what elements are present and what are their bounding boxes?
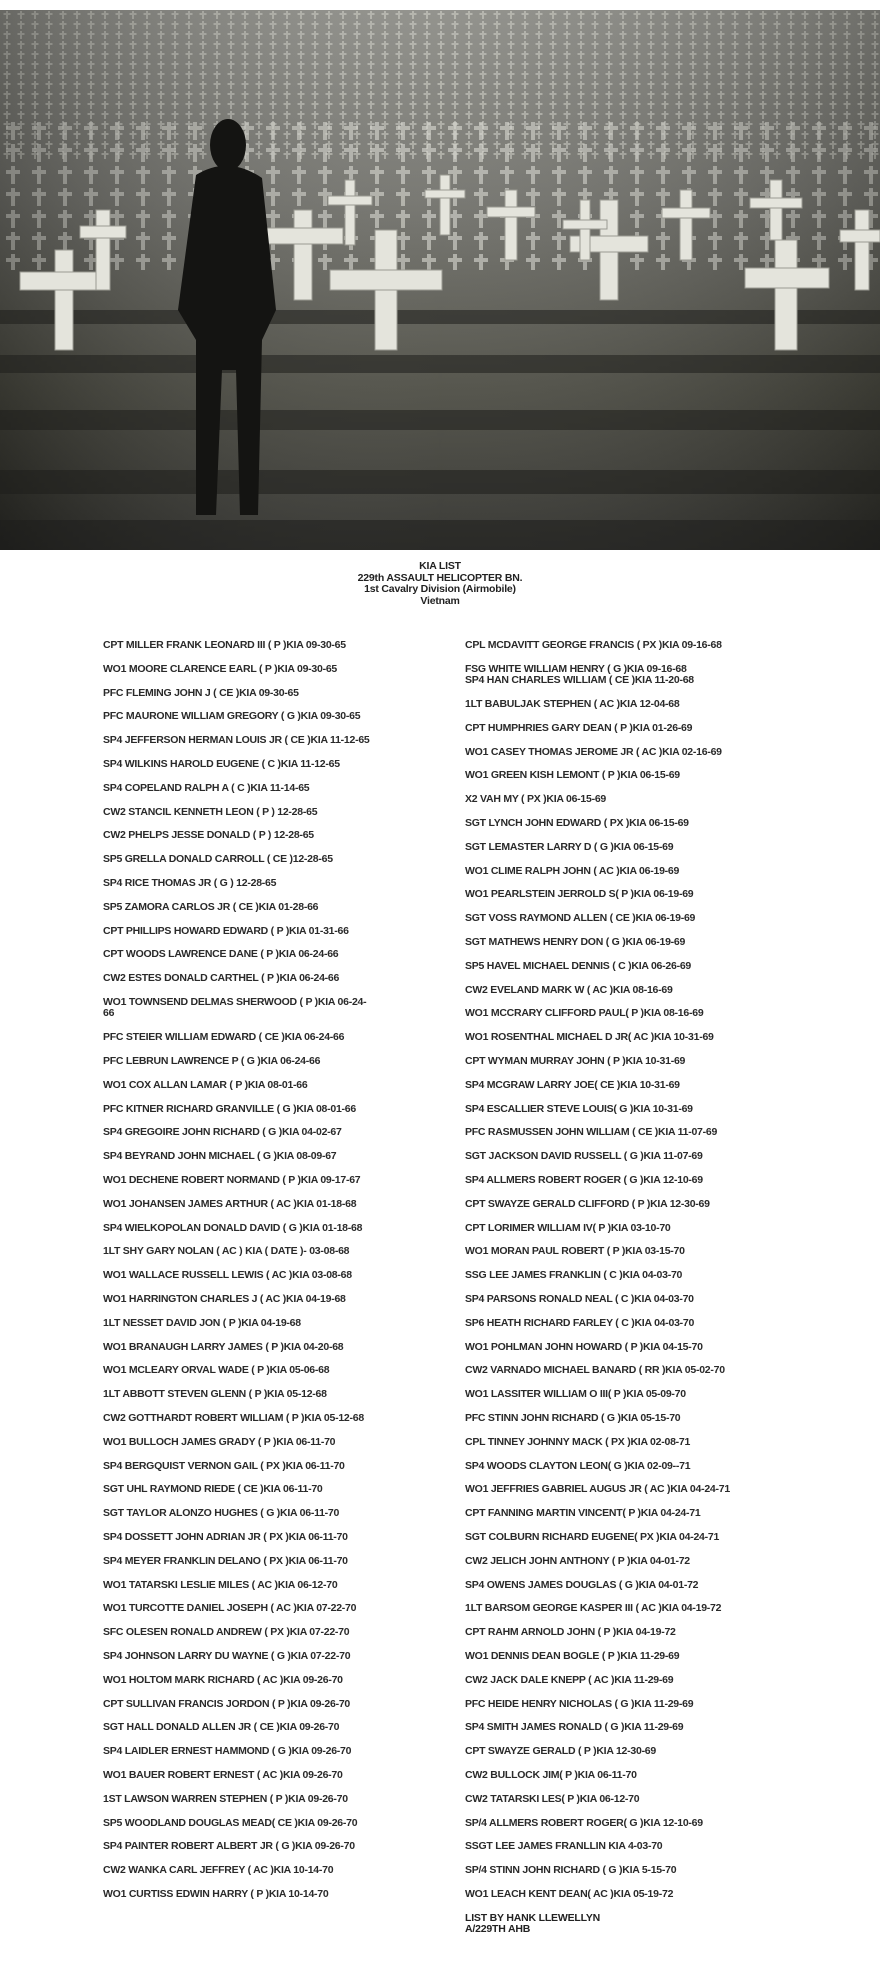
kia-list-entry: WO1 LASSITER WILLIAM O III( P )KIA 05-09-70 [465,1388,686,1401]
kia-list-entry: SGT LEMASTER LARRY D ( G )KIA 06-15-69 [465,840,674,853]
kia-list-right-column [465,640,795,1936]
header-division: 1st Cavalry Division (Airmobile) [364,583,516,595]
kia-list-entry: WO1 CASEY THOMAS JEROME JR ( AC )KIA 02-16-69 [465,745,722,758]
kia-list-entry: 1LT BABULJAK STEPHEN ( AC )KIA 12-04-68 [465,698,680,711]
kia-list-entry: WO1 BULLOCH JAMES GRADY ( P )KIA 06-11-70 [103,1435,336,1448]
kia-list-entry: CPT SWAYZE GERALD ( P )KIA 12-30-69 [465,1745,656,1758]
kia-list-entry: SP4 WIELKOPOLAN DONALD DAVID ( G )KIA 01-18-68 [103,1221,363,1234]
kia-list-entry: SP4 GREGOIRE JOHN RICHARD ( G )KIA 04-02-67 [103,1126,342,1139]
kia-list-entry: WO1 DENNIS DEAN BOGLE ( P )KIA 11-29-69 [465,1649,680,1662]
kia-list-entry: WO1 DECHENE ROBERT NORMAND ( P )KIA 09-17-67 [103,1174,361,1187]
kia-list-entry: WO1 MOORE CLARENCE EARL ( P )KIA 09-30-65 [103,662,338,675]
kia-list-entry: WO1 COX ALLAN LAMAR ( P )KIA 08-01-66 [103,1078,308,1091]
kia-list-entry: WO1 MORAN PAUL ROBERT ( P )KIA 03-15-70 [465,1245,685,1258]
kia-list-entry: WO1 HARRINGTON CHARLES J ( AC )KIA 04-19-68 [103,1293,346,1306]
kia-list-entry: SGT LYNCH JOHN EDWARD ( PX )KIA 06-15-69 [465,817,689,830]
kia-list-entry: WO1 TATARSKI LESLIE MILES ( AC )KIA 06-12-70 [103,1578,338,1591]
kia-list-entry: 1LT BARSOM GEORGE KASPER III ( AC )KIA 04-19-72 [465,1602,722,1615]
kia-list-entry: WO1 POHLMAN JOHN HOWARD ( P )KIA 04-15-70 [465,1340,703,1353]
kia-list-entry: SP4 WOODS CLAYTON LEON( G )KIA 02-09--71 [465,1459,691,1472]
document-header [0,561,880,607]
kia-list-entry: CW2 GOTTHARDT ROBERT WILLIAM ( P )KIA 05-12-68 [103,1412,364,1424]
kia-list-entry: PFC STEIER WILLIAM EDWARD ( CE )KIA 06-24-66 [103,1031,345,1044]
kia-list-entry: CW2 JACK DALE KNEPP ( AC )KIA 11-29-69 [465,1673,674,1686]
kia-list-entry: WO1 JEFFRIES GABRIEL AUGUS JR ( AC )KIA 04-24-71 [465,1483,730,1496]
kia-list-entry: CW2 EVELAND MARK W ( AC )KIA 08-16-69 [465,983,673,996]
kia-list-entry: SP5 HAVEL MICHAEL DENNIS ( C )KIA 06-26-69 [465,959,691,972]
kia-list-entry: CW2 STANCIL KENNETH LEON ( P ) 12-28-65 [103,805,318,818]
kia-list-entry: CW2 TATARSKI LES( P )KIA 06-12-70 [465,1792,640,1805]
kia-list-entry: CPT WOODS LAWRENCE DANE ( P )KIA 06-24-66 [103,948,339,961]
kia-list-entry: CPT SWAYZE GERALD CLIFFORD ( P )KIA 12-30-69 [465,1197,710,1210]
kia-list-entry: SGT UHL RAYMOND RIEDE ( CE )KIA 06-11-70 [103,1483,323,1496]
kia-list-entry: 1LT NESSET DAVID JON ( P )KIA 04-19-68 [103,1316,301,1329]
kia-list-entry: CW2 PHELPS JESSE DONALD ( P ) 12-28-65 [103,829,314,842]
kia-list-entry: CPT LORIMER WILLIAM IV( P )KIA 03-10-70 [465,1221,671,1234]
kia-list-entry: WO1 TURCOTTE DANIEL JOSEPH ( AC )KIA 07-22-70 [103,1602,357,1615]
kia-list-entry: SP4 PARSONS RONALD NEAL ( C )KIA 04-03-70 [465,1293,694,1306]
kia-list-entry: SP4 JOHNSON LARRY DU WAYNE ( G )KIA 07-22-70 [103,1649,351,1662]
kia-list-entry: CPT SULLIVAN FRANCIS JORDON ( P )KIA 09-26-70 [103,1697,351,1710]
kia-list-entry: SP5 GRELLA DONALD CARROLL ( CE )12-28-65 [103,853,333,866]
kia-list-entry: SP4 OWENS JAMES DOUGLAS ( G )KIA 04-01-72 [465,1578,699,1591]
kia-list-entry: WO1 GREEN KISH LEMONT ( P )KIA 06-15-69 [465,769,680,782]
kia-list-entry: SSGT LEE JAMES FRANLLIN KIA 4-03-70 [465,1840,663,1853]
kia-list-entry: WO1 ROSENTHAL MICHAEL D JR( AC )KIA 10-31-69 [465,1031,714,1044]
kia-list-entry: PFC RASMUSSEN JOHN WILLIAM ( CE )KIA 11-07-69 [465,1126,718,1139]
kia-list-entry: SGT JACKSON DAVID RUSSELL ( G )KIA 11-07-69 [465,1150,703,1163]
kia-list-entry: SP4 MCGRAW LARRY JOE( CE )KIA 10-31-69 [465,1078,680,1091]
kia-list-entry: CPT PHILLIPS HOWARD EDWARD ( P )KIA 01-31-66 [103,924,349,937]
kia-list-entry: SP/4 STINN JOHN RICHARD ( G )KIA 5-15-70 [465,1864,677,1877]
kia-list-entry: SP6 HEATH RICHARD FARLEY ( C )KIA 04-03-70 [465,1316,695,1329]
kia-list-entry: SGT VOSS RAYMOND ALLEN ( CE )KIA 06-19-69 [465,912,696,925]
kia-list-entry: SP4 COPELAND RALPH A ( C )KIA 11-14-65 [103,781,310,794]
kia-list-entry: CPT RAHM ARNOLD JOHN ( P )KIA 04-19-72 [465,1626,676,1639]
kia-list-entry: SP4 WILKINS HAROLD EUGENE ( C )KIA 11-12-65 [103,757,340,770]
kia-list-entry: WO1 WALLACE RUSSELL LEWIS ( AC )KIA 03-08-68 [103,1269,352,1282]
kia-list-entry: PFC FLEMING JOHN J ( CE )KIA 09-30-65 [103,686,299,699]
cemetery-photo-drawing [0,10,880,550]
kia-list-entry: WO1 CLIME RALPH JOHN ( AC )KIA 06-19-69 [465,864,680,877]
header-unit: 229th ASSAULT HELICOPTER BN. [357,571,523,584]
kia-list-left-column [103,640,423,1913]
kia-list-entry: WO1 PEARLSTEIN JERROLD S( P )KIA 06-19-69 [465,888,694,901]
kia-list-entry: CW2 VARNADO MICHAEL BANARD ( RR )KIA 05-02-70 [465,1364,725,1377]
kia-list-entry: 1ST LAWSON WARREN STEPHEN ( P )KIA 09-26-70 [103,1792,348,1805]
kia-list-entry: CW2 JELICH JOHN ANTHONY ( P )KIA 04-01-72 [465,1554,690,1567]
kia-list-entry: SP4 PAINTER ROBERT ALBERT JR ( G )KIA 09-26-70 [103,1840,355,1853]
kia-list-entry: WO1 MCCRARY CLIFFORD PAUL( P )KIA 08-16-69 [465,1007,704,1020]
kia-list-entry: SP4 DOSSETT JOHN ADRIAN JR ( PX )KIA 06-11-70 [103,1530,348,1543]
kia-list-entry: WO1 BAUER ROBERT ERNEST ( AC )KIA 09-26-70 [103,1768,343,1781]
kia-list-entry: SP4 SMITH JAMES RONALD ( G )KIA 11-29-69 [465,1721,684,1734]
kia-list-entry: SFC OLESEN RONALD ANDREW ( PX )KIA 07-22-70 [103,1626,350,1639]
kia-list-entry: WO1 LEACH KENT DEAN( AC )KIA 05-19-72 [465,1887,674,1900]
kia-list-entry: CPT MILLER FRANK LEONARD III ( P )KIA 09-30-65 [103,639,346,651]
kia-list-entry: SP/4 ALLMERS ROBERT ROGER( G )KIA 12-10-69 [465,1816,703,1829]
kia-list-entry: SGT HALL DONALD ALLEN JR ( CE )KIA 09-26-70 [103,1721,340,1734]
kia-list-entry: PFC HEIDE HENRY NICHOLAS ( G )KIA 11-29-69 [465,1697,694,1710]
kia-list-entry: SP4 BEYRAND JOHN MICHAEL ( G )KIA 08-09-67 [103,1150,337,1163]
kia-list-entry: CPT HUMPHRIES GARY DEAN ( P )KIA 01-26-69 [465,721,693,734]
kia-list-entry: PFC KITNER RICHARD GRANVILLE ( G )KIA 08-01-66 [103,1102,356,1115]
kia-list-entry: SP4 RICE THOMAS JR ( G ) 12-28-65 [103,876,277,889]
kia-list-entry: SGT COLBURN RICHARD EUGENE( PX )KIA 04-24-71 [465,1530,720,1543]
kia-list-entry: X2 VAH MY ( PX )KIA 06-15-69 [465,793,607,806]
kia-list-entry: SP4 BERGQUIST VERNON GAIL ( PX )KIA 06-11-70 [103,1459,345,1472]
kia-list-entry: FSG WHITE WILLIAM HENRY ( G )KIA 09-16-68 SP4 HAN CHARLES WILLIAM ( CE )KIA 11-20-68 [465,662,694,687]
kia-list-entry: SP5 ZAMORA CARLOS JR ( CE )KIA 01-28-66 [103,900,319,913]
list-author-credit: LIST BY HANK LLEWELLYN A/229TH AHB [465,1911,601,1936]
kia-list-entry: CPL TINNEY JOHNNY MACK ( PX )KIA 02-08-71 [465,1435,691,1448]
kia-list-entry: CW2 ESTES DONALD CARTHEL ( P )KIA 06-24-66 [103,972,340,985]
header-title: KIA LIST [419,560,461,572]
kia-list-entry: SP4 ALLMERS ROBERT ROGER ( G )KIA 12-10-69 [465,1174,703,1187]
kia-list-entry: PFC STINN JOHN RICHARD ( G )KIA 05-15-70 [465,1412,681,1424]
kia-list-entry: 1LT ABBOTT STEVEN GLENN ( P )KIA 05-12-68 [103,1388,327,1401]
kia-list-entry: CW2 WANKA CARL JEFFREY ( AC )KIA 10-14-70 [103,1864,334,1877]
kia-list-entry: CPT WYMAN MURRAY JOHN ( P )KIA 10-31-69 [465,1055,686,1068]
kia-list-entry: PFC MAURONE WILLIAM GREGORY ( G )KIA 09-30-65 [103,710,361,723]
kia-list-entry: SGT MATHEWS HENRY DON ( G )KIA 06-19-69 [465,936,686,949]
kia-list-entry: SGT TAYLOR ALONZO HUGHES ( G )KIA 06-11-70 [103,1507,340,1520]
cemetery-photo [0,10,880,550]
kia-list-entry: WO1 JOHANSEN JAMES ARTHUR ( AC )KIA 01-18-68 [103,1197,357,1210]
kia-list-entry: CPT FANNING MARTIN VINCENT( P )KIA 04-24-71 [465,1507,701,1520]
kia-list-entry: SP4 LAIDLER ERNEST HAMMOND ( G )KIA 09-26-70 [103,1745,352,1758]
kia-list-entry: WO1 MCLEARY ORVAL WADE ( P )KIA 05-06-68 [103,1364,330,1377]
kia-list-entry: SP4 MEYER FRANKLIN DELANO ( PX )KIA 06-11-70 [103,1554,348,1567]
kia-list-entry: PFC LEBRUN LAWRENCE P ( G )KIA 06-24-66 [103,1055,321,1068]
kia-list-entry: CPL MCDAVITT GEORGE FRANCIS ( PX )KIA 09-16-68 [465,639,722,651]
kia-list-entry: CW2 BULLOCK JIM( P )KIA 06-11-70 [465,1768,637,1781]
kia-list-entry: SP5 WOODLAND DOUGLAS MEAD( CE )KIA 09-26-70 [103,1816,358,1829]
kia-list-entry: 1LT SHY GARY NOLAN ( AC ) KIA ( DATE )- 03-08-68 [103,1245,350,1258]
kia-list-entry: SSG LEE JAMES FRANKLIN ( C )KIA 04-03-70 [465,1269,683,1282]
kia-list-entry: SP4 JEFFERSON HERMAN LOUIS JR ( CE )KIA 11-12-65 [103,734,370,747]
kia-list-entry: WO1 TOWNSEND DELMAS SHERWOOD ( P )KIA 06-24- 66 [103,995,367,1020]
header-location: Vietnam [420,594,460,607]
kia-list-entry: SP4 ESCALLIER STEVE LOUIS( G )KIA 10-31-69 [465,1102,693,1115]
kia-list-entry: WO1 CURTISS EDWIN HARRY ( P )KIA 10-14-70 [103,1887,329,1900]
kia-list-entry: WO1 HOLTOM MARK RICHARD ( AC )KIA 09-26-70 [103,1673,343,1686]
kia-list-entry: WO1 BRANAUGH LARRY JAMES ( P )KIA 04-20-68 [103,1340,344,1353]
